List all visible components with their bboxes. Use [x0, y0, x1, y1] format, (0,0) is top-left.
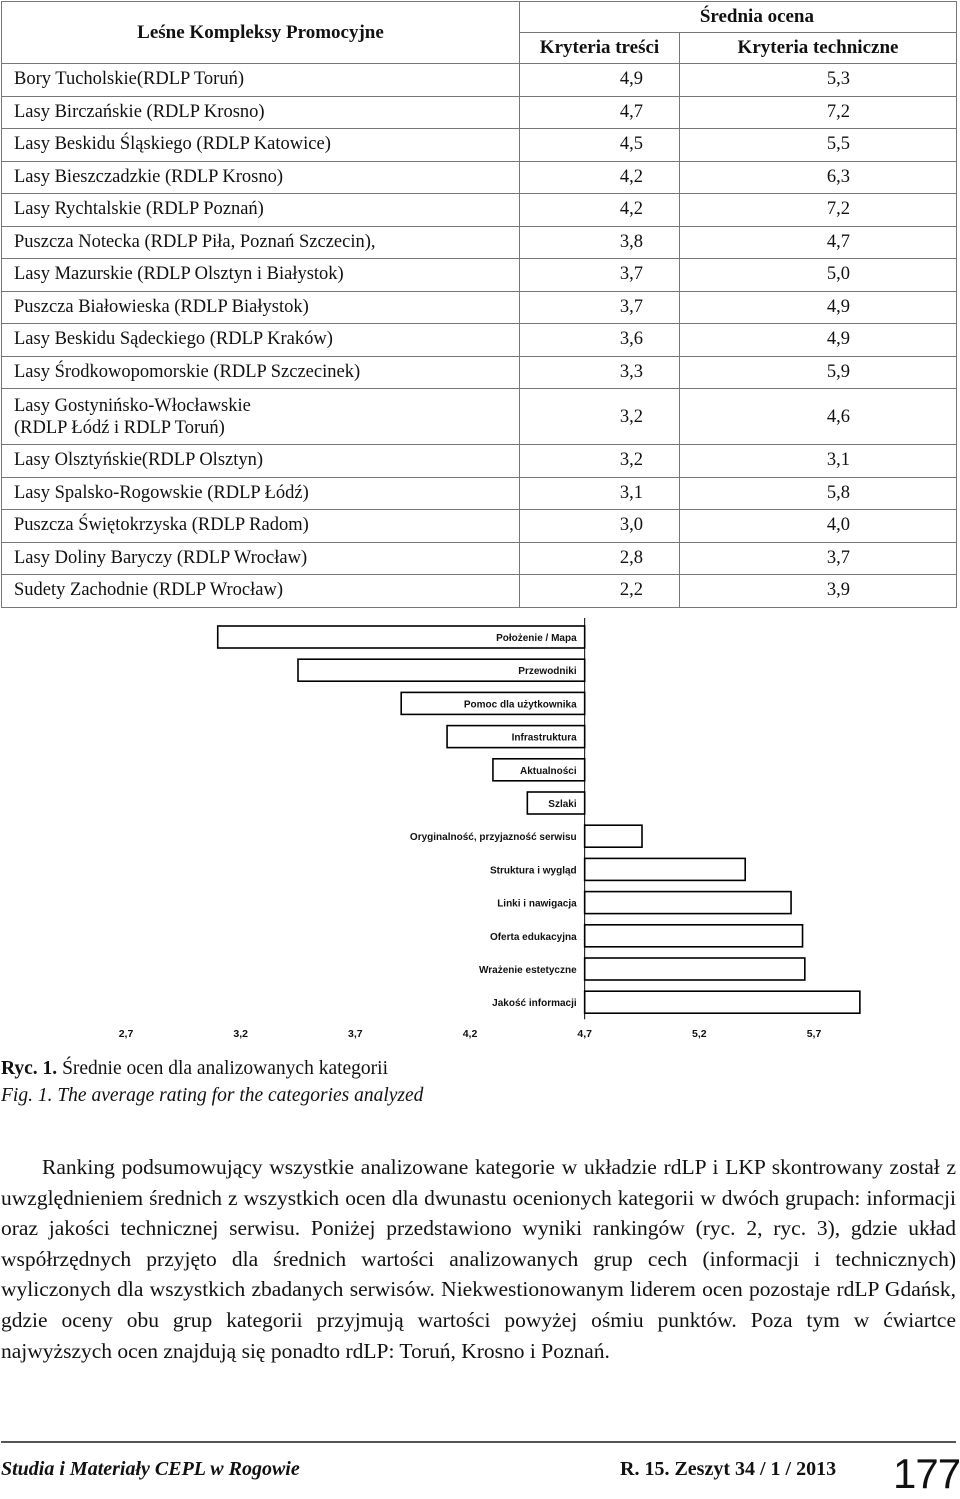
category-label: Pomoc dla użytkownika	[463, 699, 577, 711]
forest-complex-name: Lasy Środkowopomorskie (RDLP Szczecinek)	[2, 356, 520, 389]
technical-criteria-value: 3,1	[680, 445, 957, 478]
x-tick-label: 4,7	[577, 1028, 592, 1041]
chart-bar	[585, 892, 791, 914]
forest-complex-name: Bory Tucholskie(RDLP Toruń)	[2, 64, 520, 97]
content-criteria-value: 3,0	[520, 510, 680, 543]
technical-criteria-value: 4,0	[680, 510, 957, 543]
category-label: Szlaki	[548, 799, 577, 810]
table-row	[2, 96, 957, 129]
table-row	[2, 259, 957, 292]
content-criteria-value: 4,7	[520, 96, 680, 129]
content-criteria-value: 3,6	[520, 324, 680, 357]
table-row	[2, 226, 957, 259]
technical-criteria-value: 4,9	[680, 324, 957, 357]
x-tick-label: 4,2	[462, 1028, 478, 1041]
forest-complex-name: Puszcza Notecka (RDLP Piła, Poznań Szczecin),	[2, 226, 520, 259]
table-row	[2, 324, 957, 357]
chart-bar	[585, 958, 805, 980]
table-row	[2, 575, 957, 608]
technical-criteria-value: 6,3	[680, 161, 957, 194]
bars-layer	[218, 626, 860, 1013]
category-label: Przewodniki	[518, 666, 577, 678]
table-row	[2, 445, 957, 478]
table-row	[2, 291, 957, 324]
footer-journal-title: Studia i Materiały CEPL w Rogowie	[1, 1458, 300, 1480]
category-label: Jakość informacji	[492, 998, 577, 1010]
category-label: Linki i nawigacja	[497, 898, 577, 910]
header-average-rating: Średnia ocena	[520, 2, 957, 33]
technical-criteria-value: 5,8	[680, 477, 957, 510]
technical-criteria-value: 4,9	[680, 291, 957, 324]
forest-complex-name: Lasy Olsztyńskie(RDLP Olsztyn)	[2, 445, 520, 478]
category-label: Oryginalność, przyjazność serwisu	[409, 832, 577, 844]
x-tick-label: 3,7	[348, 1028, 363, 1041]
content-criteria-value: 3,3	[520, 356, 680, 389]
x-tick-label: 2,7	[118, 1028, 134, 1041]
x-tick-label: 5,7	[806, 1028, 822, 1041]
header-technical-criteria: Kryteria techniczne	[680, 33, 957, 64]
technical-criteria-value: 4,7	[680, 226, 957, 259]
technical-criteria-value: 5,9	[680, 356, 957, 389]
technical-criteria-value: 7,2	[680, 96, 957, 129]
content-criteria-value: 3,1	[520, 477, 680, 510]
body-paragraph: Ranking podsumowujący wszystkie analizowane kategorie w układzie rdLP i LKP skontrowany został z uwzględnieniem średnich z wszystkich ocen dla dwunastu ocenionych kategorii w dwóch grupach: informacji oraz jakości technicznej serwisu. Poniżej przedstawiono wyniki rankingów (ryc. 2, ryc. 3), gdzie układ współrzędnych przyjęto dla średnich wartości analizowanych grup cech (informacji i technicznych) wyliczonych dla wszystkich zbadanych serwisów. Niekwestionowanym liderem ocen pozostaje rdLP Gdańsk, gdzie oceny obu grup kategorii przyjmują wartości powyżej ośmiu punktów. Poza tym w ćwiartce najwyższych ocen znajdują się ponadto rdLP: Toruń, Krosno i Poznań.	[1, 1155, 956, 1363]
chart-bar	[585, 925, 803, 947]
content-criteria-value: 3,7	[520, 291, 680, 324]
content-criteria-value: 3,8	[520, 226, 680, 259]
page-number: 177	[893, 1450, 960, 1497]
forest-complex-name: Lasy Gostynińsko-Włocławskie (RDLP Łódź i RDLP Toruń)	[2, 389, 520, 445]
figure-caption-text: Średnie ocen dla analizowanych kategorii	[57, 1058, 389, 1079]
ranking-table	[1, 1, 957, 608]
header-forest-complex: Leśne Kompleksy Promocyjne	[2, 2, 520, 64]
figure-label: Ryc. 1.	[1, 1058, 58, 1079]
content-criteria-value: 3,2	[520, 445, 680, 478]
content-criteria-value: 4,5	[520, 129, 680, 162]
forest-complex-name: Puszcza Białowieska (RDLP Białystok)	[2, 291, 520, 324]
category-label: Aktualności	[519, 765, 577, 777]
forest-complex-name: Puszcza Świętokrzyska (RDLP Radom)	[2, 510, 520, 543]
chart-bar	[585, 825, 642, 847]
category-label: Położenie / Mapa	[496, 633, 577, 644]
x-tick-label: 5,2	[692, 1028, 707, 1041]
technical-criteria-value: 5,5	[680, 129, 957, 162]
figure-caption-polish	[1, 1058, 388, 1080]
forest-complex-name: Lasy Beskidu Sądeckiego (RDLP Kraków)	[2, 324, 520, 357]
content-criteria-value: 2,2	[520, 575, 680, 608]
content-criteria-value: 3,7	[520, 259, 680, 292]
x-tick-label: 3,2	[233, 1028, 248, 1041]
table-row	[2, 510, 957, 543]
technical-criteria-value: 3,9	[680, 575, 957, 608]
technical-criteria-value: 7,2	[680, 194, 957, 227]
forest-complex-name: Lasy Doliny Baryczy (RDLP Wrocław)	[2, 542, 520, 575]
content-criteria-value: 4,9	[520, 64, 680, 97]
table-body	[2, 64, 957, 608]
category-label: Oferta edukacyjna	[489, 931, 577, 943]
table-row	[2, 64, 957, 97]
content-criteria-value: 3,2	[520, 389, 680, 445]
forest-complex-name: Lasy Beskidu Śląskiego (RDLP Katowice)	[2, 129, 520, 162]
content-criteria-value: 4,2	[520, 194, 680, 227]
x-axis-ticks	[119, 1028, 822, 1040]
forest-complex-name: Lasy Bieszczadzkie (RDLP Krosno)	[2, 161, 520, 194]
figure-caption-english: Fig. 1. The average rating for the categories analyzed	[1, 1085, 424, 1106]
content-criteria-value: 4,2	[520, 161, 680, 194]
forest-complex-name: Lasy Birczańskie (RDLP Krosno)	[2, 96, 520, 129]
table-row	[2, 161, 957, 194]
table-row	[2, 194, 957, 227]
forest-complex-name: Lasy Mazurskie (RDLP Olsztyn i Białystok)	[2, 259, 520, 292]
footer-issue: R. 15. Zeszyt 34 / 1 / 2013	[620, 1458, 837, 1480]
table-row	[2, 129, 957, 162]
technical-criteria-value: 4,6	[680, 389, 957, 445]
table-row	[2, 389, 957, 445]
category-label: Struktura i wygląd	[489, 865, 577, 877]
forest-complex-name: Lasy Spalsko-Rogowskie (RDLP Łódź)	[2, 477, 520, 510]
technical-criteria-value: 5,0	[680, 259, 957, 292]
forest-complex-name: Sudety Zachodnie (RDLP Wrocław)	[2, 575, 520, 608]
table-row	[2, 477, 957, 510]
forest-complex-name: Lasy Rychtalskie (RDLP Poznań)	[2, 194, 520, 227]
table-row	[2, 356, 957, 389]
technical-criteria-value: 5,3	[680, 64, 957, 97]
chart-bar	[585, 991, 860, 1013]
content-criteria-value: 2,8	[520, 542, 680, 575]
header-content-criteria: Kryteria treści	[520, 33, 680, 64]
chart-bar	[585, 858, 746, 880]
table-row	[2, 542, 957, 575]
average-rating-bar-chart	[0, 616, 960, 1056]
category-label: Infrastruktura	[511, 732, 577, 744]
category-label: Wrażenie estetyczne	[479, 965, 577, 976]
technical-criteria-value: 3,7	[680, 542, 957, 575]
footer-rule	[1, 1441, 956, 1443]
